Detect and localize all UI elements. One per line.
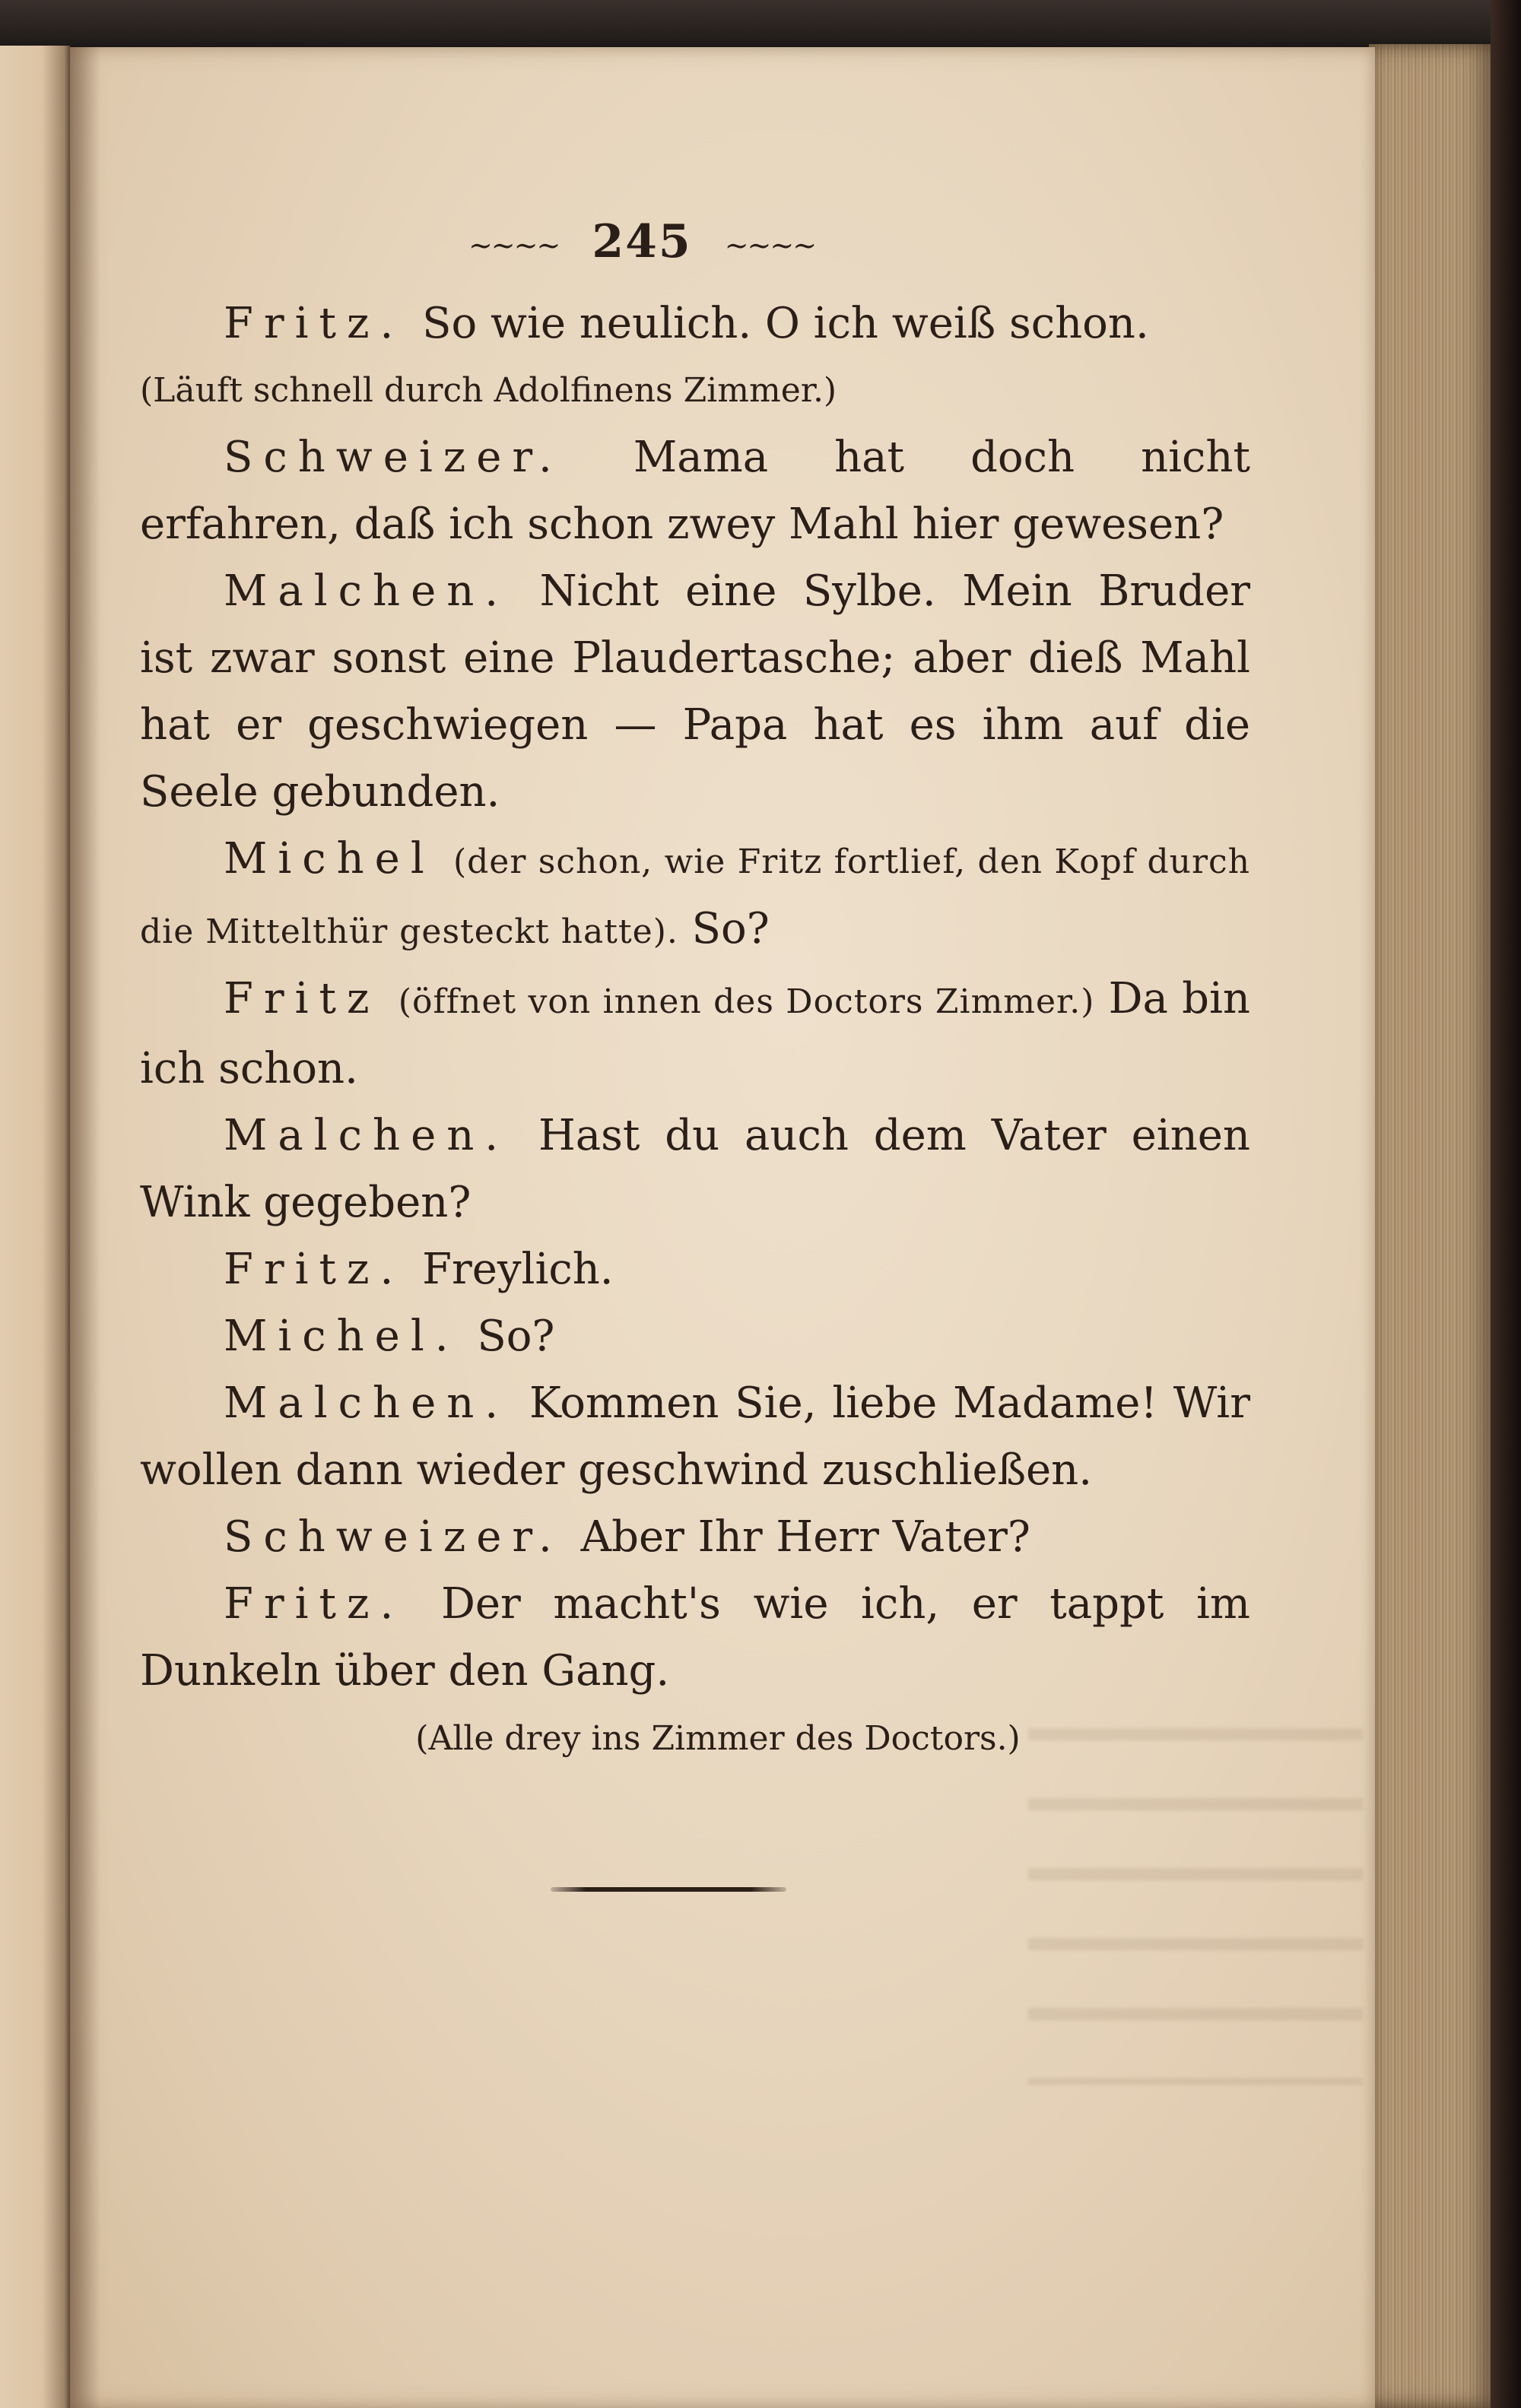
header-ornament-left: ~~~~ bbox=[468, 228, 560, 262]
page-number: 245 bbox=[592, 215, 692, 268]
dialogue-text: Kommen Sie, liebe Madame! Wir wollen dann wieder geschwind zuschließen. bbox=[140, 1378, 1250, 1496]
closing-stage-direction bbox=[140, 1705, 1250, 1773]
gutter-shadow bbox=[70, 47, 100, 2408]
dialogue-text: Da bin ich schon. bbox=[140, 974, 1250, 1094]
dialogue-text: So wie neulich. O ich weiß schon. bbox=[422, 299, 1149, 349]
speaker-name: Schweizer. bbox=[224, 1512, 563, 1563]
closing-direction-text: (Alle drey ins Zimmer des Doctors.) bbox=[415, 1719, 1021, 1759]
speaker-name: Malchen. bbox=[224, 566, 510, 617]
book-binding-top bbox=[0, 0, 1521, 53]
page-header bbox=[33, 196, 1250, 290]
dialogue-line bbox=[140, 424, 1250, 558]
dialogue-line bbox=[140, 1504, 1250, 1571]
dialogue-line bbox=[140, 1236, 1250, 1303]
dialogue-line bbox=[140, 1102, 1250, 1236]
speaker-name: Fritz. bbox=[224, 1579, 405, 1629]
stage-direction bbox=[140, 357, 1250, 424]
dialogue-line bbox=[140, 1370, 1250, 1504]
book-cover-edge bbox=[1491, 0, 1521, 2408]
header-ornament-right: ~~~~ bbox=[724, 228, 816, 262]
dialogue-text: So? bbox=[477, 1312, 555, 1362]
dialogue-line bbox=[140, 558, 1250, 826]
stage-direction-text: (der schon, wie Fritz fortlief, den Kopf durch die Mittelthür gesteckt hatte). bbox=[140, 842, 1250, 952]
speaker-name: Fritz bbox=[224, 974, 380, 1024]
end-rule bbox=[551, 1887, 786, 1892]
speaker-name: Michel. bbox=[224, 1312, 459, 1362]
speaker-name: Malchen. bbox=[224, 1378, 510, 1429]
stage-direction-text: (öffnet von innen des Doctors Zimmer.) bbox=[398, 982, 1095, 1022]
facing-page-edge bbox=[0, 46, 70, 2408]
speaker-name: Malchen. bbox=[224, 1111, 510, 1161]
speaker-name: Fritz. bbox=[224, 299, 405, 349]
dialogue-text: So? bbox=[691, 904, 770, 954]
dialogue-text: Der macht's wie ich, er tappt im Dunkeln über den Gang. bbox=[140, 1579, 1250, 1696]
dialogue-line bbox=[140, 966, 1250, 1102]
dialogue-text: Mama hat doch nicht erfahren, daß ich schon zwey Mahl hier gewesen? bbox=[140, 433, 1250, 550]
dialogue-text: Freylich. bbox=[422, 1245, 614, 1295]
stage-direction-text: (Läuft schnell durch Adolfinens Zimmer.) bbox=[140, 371, 837, 411]
dialogue-text: Hast du auch dem Vater einen Wink gegeben? bbox=[140, 1111, 1250, 1228]
dialogue-line bbox=[140, 290, 1250, 357]
dialogue-line bbox=[140, 1571, 1250, 1705]
speaker-name: Schweizer. bbox=[224, 433, 563, 483]
speaker-name: Michel bbox=[224, 834, 435, 884]
speaker-name: Fritz. bbox=[224, 1245, 405, 1295]
dialogue-text: Aber Ihr Herr Vater? bbox=[580, 1512, 1030, 1563]
dialogue-text: Nicht eine Sylbe. Mein Bruder ist zwar sonst eine Plaudertasche; aber dieß Mahl hat er geschwiegen — Papa hat es ihm auf die Seele gebunden. bbox=[140, 566, 1250, 817]
dialogue-line bbox=[140, 826, 1250, 966]
book-page bbox=[70, 47, 1375, 2408]
page-text bbox=[140, 196, 1250, 1892]
page-block-edges bbox=[1369, 44, 1498, 2408]
dialogue-line bbox=[140, 1303, 1250, 1370]
